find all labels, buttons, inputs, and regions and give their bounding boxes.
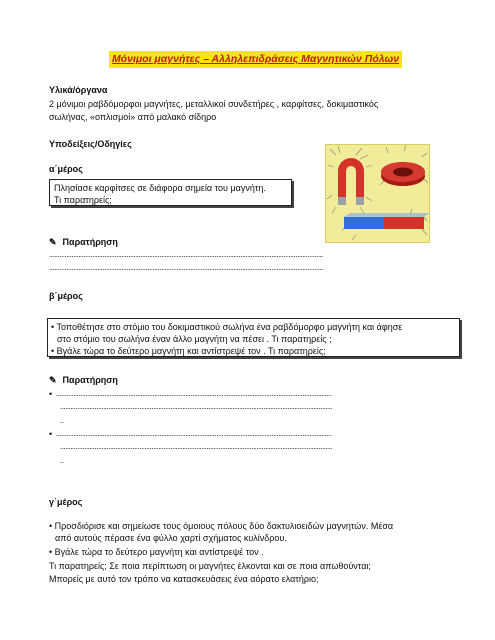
- part-b-bullet-1-line-1: Τοποθέτησε στο στόμιο του δοκιμαστικού σωλήνα ένα ραβδόμορφο μαγνήτη και άφησε: [56, 322, 403, 332]
- part-a-task-line-1: Πλησίασε καρφίτσες σε διάφορα σημεία του μαγνήτη.: [54, 183, 266, 193]
- materials-line-1: 2 μόνιμοι ραβδόμορφοι μαγνήτες, μεταλλικοί συνδετήρες , καρφίτσες, δοκιμαστικός: [49, 99, 379, 109]
- part-c-bullet-2: • Βγάλε τώρα το δεύτερο μαγνήτη και αντίστρεψέ τον .: [49, 547, 264, 557]
- observation-2-label-text: Παρατήρηση: [62, 375, 118, 385]
- part-a-task-box: [49, 179, 292, 206]
- part-c-bullet-2-text: Βγάλε τώρα το δεύτερο μαγνήτη και αντίστρεψέ τον .: [54, 547, 264, 557]
- answer-line[interactable]: ..............................................................................................................................................................: [60, 402, 333, 411]
- part-c-bullet-1-line-2: από αυτούς πέρασε ένα φύλλο χαρτί σχήματος κυλίνδρου.: [55, 533, 287, 543]
- magnets-image: [326, 145, 429, 242]
- answer-line[interactable]: ................................................................................................................................................................: [56, 389, 332, 398]
- answer-line[interactable]: ................................................................................................................................................................: [56, 429, 332, 438]
- part-b-bullet-1: • Τοποθέτησε στο στόμιο του δοκιμαστικού σωλήνα ένα ραβδόμορφο μαγνήτη και άφησε: [51, 322, 403, 332]
- part-c-bullet-1-line-1: Προσδιόρισε και σημείωσε τους όμοιους πόλους δύο δακτυλιοειδών μαγνητών. Μέσα: [54, 521, 394, 531]
- page-title: Μόνιμοι μαγνήτες – Αλληλεπιδράσεις Μαγνητικών Πόλων: [109, 51, 402, 68]
- magnets-illustration: [325, 144, 430, 243]
- part-b-bullet-2-text: Βγάλε τώρα το δεύτερο μαγνήτη και αντίστρεψέ τον . Τι παρατηρείς;: [56, 346, 326, 356]
- answer-line[interactable]: ...............................................................................................................................................................: [49, 250, 323, 259]
- instructions-heading: Υποδείξεις/Οδηγίες: [49, 139, 132, 149]
- part-b-task-box: [47, 318, 460, 357]
- pencil-icon: ✎: [49, 375, 57, 385]
- answer-line[interactable]: ..............................................................................................................................................................: [60, 442, 333, 451]
- part-b-bullet-2: • Βγάλε τώρα το δεύτερο μαγνήτη και αντίστρεψέ τον . Τι παρατηρείς;: [51, 346, 326, 356]
- observation-2-label: [49, 374, 118, 386]
- answer-line-end[interactable]: ..: [60, 456, 64, 465]
- materials-heading: Υλικά/όργανα: [49, 85, 108, 95]
- answer-line-end[interactable]: ..: [60, 416, 64, 425]
- observation-1-label: [49, 236, 118, 248]
- part-a-heading: α΄μέρος: [49, 164, 83, 174]
- part-c-heading: γ΄μέρος: [49, 497, 83, 507]
- bullet-icon: •: [49, 429, 53, 439]
- part-b-bullet-1-line-2: στο στόμιο του σωλήνα έναν άλλο μαγνήτη να πέσει . Τι παρατηρείς ;: [57, 334, 332, 344]
- part-a-task-line-2: Τι παρατηρείς;: [54, 195, 112, 205]
- answer-line[interactable]: ...............................................................................................................................................................: [49, 263, 323, 272]
- part-b-heading: β΄μέρος: [49, 291, 83, 301]
- observation-1-label-text: Παρατήρηση: [62, 237, 118, 247]
- part-c-line-3: Τι παρατηρείς; Σε ποια περίπτωση οι μαγνήτες έλκονται και σε ποια απωθούνται;: [49, 561, 371, 571]
- bullet-icon: •: [49, 389, 53, 399]
- pencil-icon: ✎: [49, 237, 57, 247]
- part-c-bullet-1: • Προσδιόρισε και σημείωσε τους όμοιους πόλους δύο δακτυλιοειδών μαγνητών. Μέσα: [49, 521, 394, 531]
- materials-line-2: σωλήνας, «οπλισμοί» από μαλακό σίδηρο: [49, 112, 217, 122]
- part-c-line-4: Μπορείς με αυτό τον τρόπο να κατασκευάσεις ένα αόρατο ελατήριο;: [49, 574, 319, 584]
